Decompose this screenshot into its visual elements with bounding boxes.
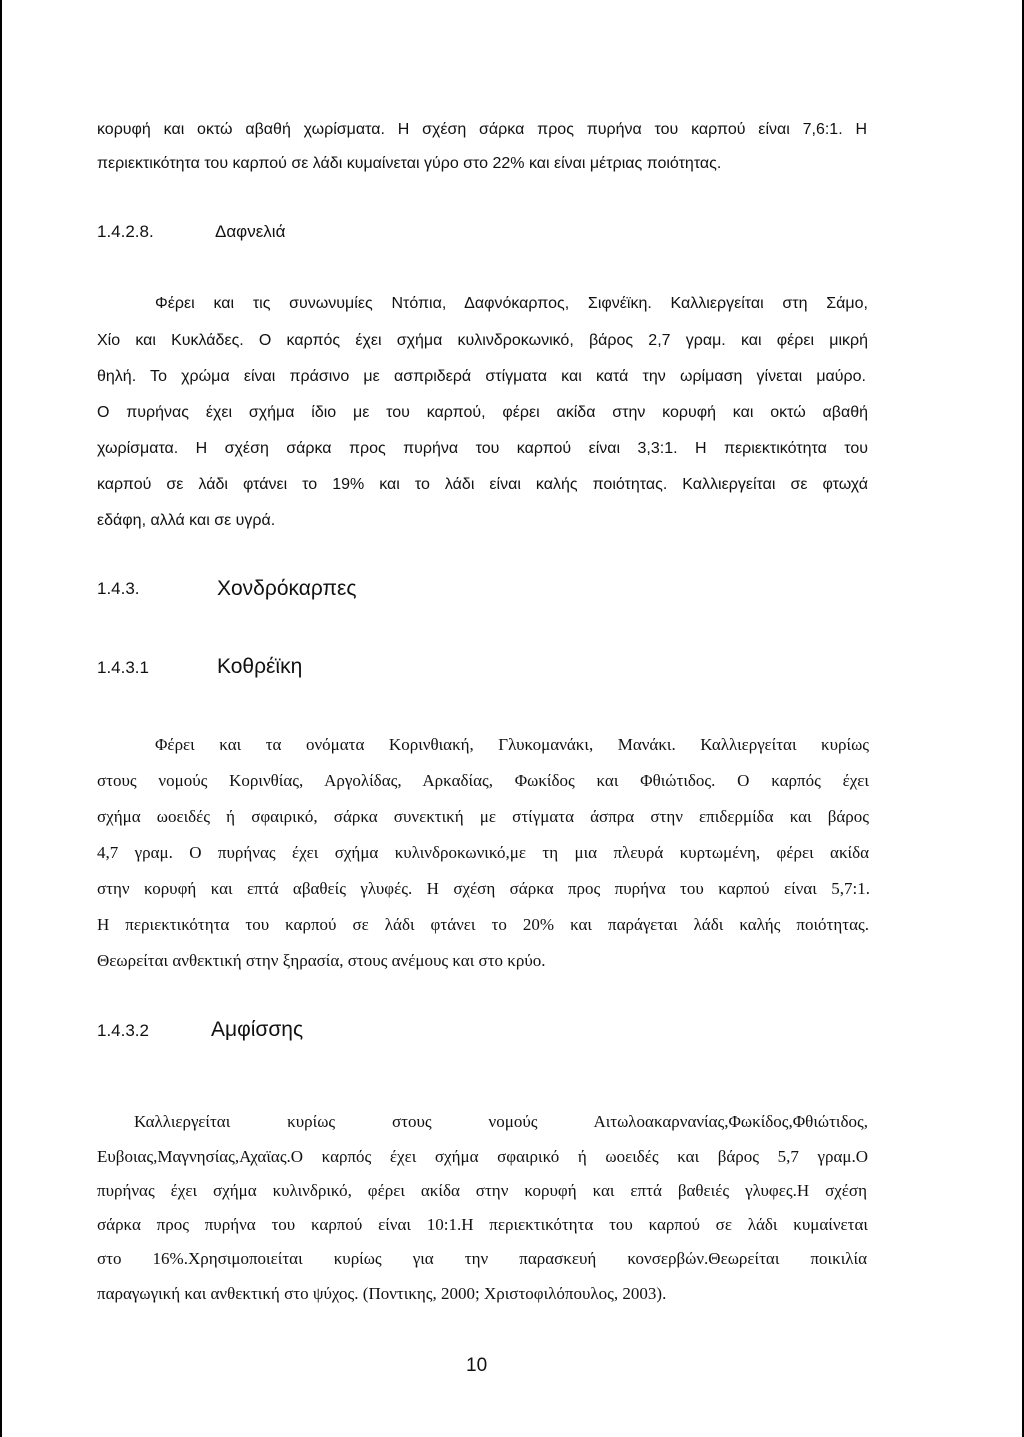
paragraph-line: Ευβοιας,Μαγνησίας,Αχαϊας.Ο καρπός έχει σχήμα σφαιρικό ή ωοειδές και βάρος 5,7 γραμ.Ο [97,1147,868,1166]
paragraph-line: περιεκτικότητα του καρπού σε λάδι κυμαίνεται γύρο στο 22% και είναι μέτριας ποιότητας. [97,155,722,172]
paragraph-line: εδάφη, αλλά και σε υγρά. [97,512,276,529]
paragraph-line: Χίο και Κυκλάδες. Ο καρπός έχει σχήμα κυλινδροκωνικό, βάρος 2,7 γραμ. και φέρει μικρή [97,332,868,349]
paragraph-line: 4,7 γραμ. Ο πυρήνας έχει σχήμα κυλινδροκωνικό,με τη μια πλευρά κυρτωμένη, φέρει ακίδα [97,843,869,862]
paragraph-line: Η περιεκτικότητα του καρπού σε λάδι φτάνει το 20% και παράγεται λάδι καλής ποιότητας. [97,915,869,934]
paragraph-line: Θεωρείται ανθεκτική στην ξηρασία, στους ανέμους και στο κρύο. [97,951,546,970]
paragraph-line: καρπού σε λάδι φτάνει το 19% και το λάδι είναι καλής ποιότητας. Καλλιεργείται σε φτωχά [97,476,868,493]
section-number: 1.4.3.2 [97,1021,149,1040]
paragraph-line: στους νομούς Κορινθίας, Αργολίδας, Αρκαδίας, Φωκίδος και Φθιώτιδος. Ο καρπός έχει [97,771,869,790]
section-title: Χονδρόκαρπες [217,577,357,600]
section-title: Κοθρέϊκη [217,655,303,678]
paragraph-line: θηλή. Το χρώμα είναι πράσινο με ασπριδερά στίγματα και κατά την ωρίμαση γίνεται μαύρο. [97,368,866,385]
paragraph-line: Φέρει και τα ονόματα Κορινθιακή, Γλυκομανάκι, Μανάκι. Καλλιεργείται κυρίως [155,735,869,754]
section-title: Δαφνελιά [215,222,286,241]
page-number: 10 [466,1355,488,1376]
paragraph-line: Ο πυρήνας έχει σχήμα ίδιο με του καρπού, φέρει ακίδα στην κορυφή και οκτώ αβαθή [97,404,868,421]
paragraph-line: πυρήνας έχει σχήμα κυλινδρικό, φέρει ακίδα στην κορυφή και επτά βαθειές γλυφες.Η σχέση [97,1181,867,1200]
document-page [2,0,1022,1437]
paragraph-line: Φέρει και τις συνωνυμίες Ντόπια, Δαφνόκαρπος, Σιφνέϊκη. Καλλιεργείται στη Σάμο, [155,295,868,312]
paragraph-line: στην κορυφή και επτά αβαθείς γλυφές. Η σχέση σάρκα προς πυρήνα του καρπού είναι 5,7:1. [97,879,870,898]
section-title: Αμφίσσης [211,1018,304,1041]
paragraph-line: παραγωγική και ανθεκτική στο ψύχος. (Ποντικης, 2000; Χριστοφιλόπουλος, 2003). [97,1284,667,1303]
paragraph-line: κορυφή και οκτώ αβαθή χωρίσματα. Η σχέση σάρκα προς πυρήνα του καρπού είναι 7,6:1. Η [97,121,867,138]
paragraph-line: στο 16%.Χρησιμοποιείται κυρίως για την παρασκευή κονσερβών.Θεωρείται ποικιλία [97,1249,867,1268]
paragraph-line: Καλλιεργείται κυρίως στους νομούς Αιτωλοακαρνανίας,Φωκίδος,Φθιώτιδος, [134,1112,868,1131]
paragraph-line: χωρίσματα. Η σχέση σάρκα προς πυρήνα του καρπού είναι 3,3:1. Η περιεκτικότητα του [97,440,868,457]
section-number: 1.4.3.1 [97,658,149,677]
section-number: 1.4.3. [97,579,140,598]
paragraph-line: σχήμα ωοειδές ή σφαιρικό, σάρκα συνεκτική με στίγματα άσπρα στην επιδερμίδα και βάρος [97,807,869,826]
paragraph-line: σάρκα προς πυρήνα του καρπού είναι 10:1.Η περιεκτικότητα του καρπού σε λάδι κυμαίνεται [97,1215,868,1234]
section-number: 1.4.2.8. [97,222,154,241]
